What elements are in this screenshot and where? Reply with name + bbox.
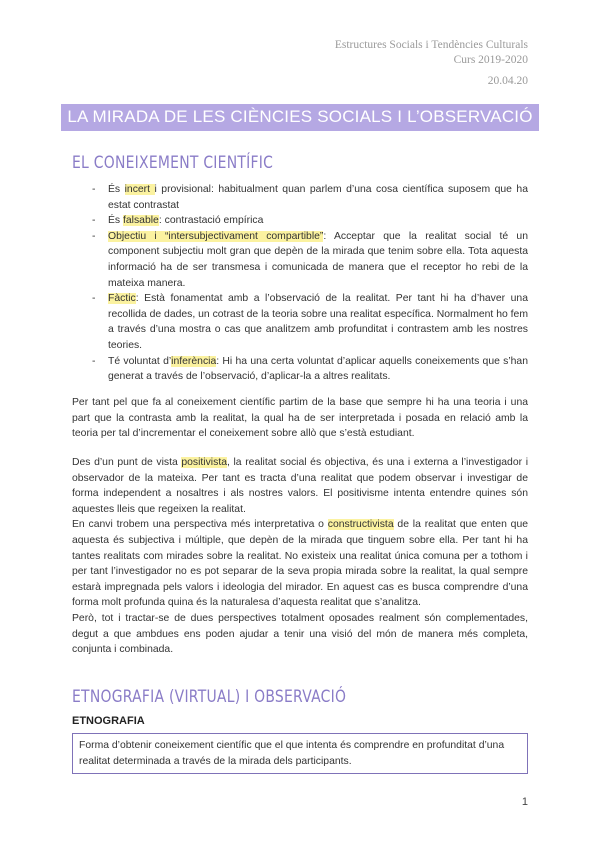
paragraph: Des d’un punt de vista positivista, la realitat social és objectiva, és una i externa a l’investigador i observador de la mateixa. Per tant es tracta d’una realitat que podem observar i investigar de forma independent a nosaltres i als nostres valors. El positivisme intenta entendre quines són aquestes lleis que regeixen la realitat. (72, 457, 528, 515)
paragraph: En canvi trobem una perspectiva més interpretativa o constructivista de la realitat que enten que aquesta és subjectiva i múltiple, que depèn de la mirada que tinguem sobre ella. Per tant hi ha tantes realitats com mirades sobre la realitat. No existeix una realitat única comuna per a tothom i per tant l’investigador no es pot separar de la seva propia mirada sobre la realitat, la qual sempre estarà impregnada pels valors i ideologia del mirador. En aquest cas es busca comprendre d’una forma molt profunda quina és la naturalesa d’aquesta realitat que s’analitza. (72, 519, 528, 609)
bullet-list-container (72, 182, 528, 385)
section-heading-coneixement: EL CONEIXEMENT CIENTÍFIC (72, 153, 274, 173)
highlight: inferència (171, 355, 217, 367)
subheading: ETNOGRAFIA (72, 715, 145, 727)
section-heading-etnografia: ETNOGRAFIA (VIRTUAL) I OBSERVACIÓ (72, 687, 347, 707)
document-date: 20.04.20 (487, 75, 528, 87)
highlight: Objectiu i “intersubjectivament compartible” (108, 230, 324, 242)
highlight: incert (124, 184, 155, 195)
list-item: - És incert i provisional: habitualment quan parlem d’una cosa científica suposem que ha estat contrastat (72, 182, 528, 213)
paragraph: Però, tot i tractar-se de dues perspectives totalment oposades realment són complementades, degut a que ambdues ens poden ajudar a tenir una visió del món de manera més completa, conjunta i combinada. (72, 612, 528, 656)
list-item: - És falsable: contrastació empírica (72, 213, 528, 229)
highlight: Fàctic (108, 293, 136, 305)
highlight: falsable (123, 215, 159, 227)
highlight: constructivista (327, 519, 394, 531)
list-item: - Objectiu i “intersubjectivament compartible”: Acceptar que la realitat social té un component subjectiu molt gran que depèn de la mirada que tenim sobre ella. Tota aquesta informació ha de ser transmesa i comunicada de manera que el receptor ho rebi de la mateixa manera. (72, 229, 528, 291)
paragraph: Per tant pel que fa al coneixement científic partim de la base que sempre hi ha una teoria i una part que la contrasta amb la realitat, la qual ha de ser interpretada i posada en relació amb la teoria per tal d’incrementar el coneixement sobre allò que s’està estudiant. (72, 397, 528, 440)
course-year: Curs 2019-2020 (453, 54, 528, 66)
bullet-list (72, 182, 528, 385)
list-item: - Fàctic: Està fonamentat amb a l’observació de la realitat. Per tant hi ha d’haver una recollida de dades, un cotrast de la teoria sobre una realitat específica. Normalment ho fem a través d’una mostra o cas que analitzem amb profunditat i contrastem amb les nostres teories. (72, 291, 528, 353)
page-number: 1 (521, 796, 528, 808)
course-name: Estructures Socials i Tendències Culturals (334, 39, 528, 51)
list-item: - Té voluntat d’inferència: Hi ha una certa voluntat d’aplicar aquells coneixements que s’han generat a través de l’observació, d’aplicar-la a altres realitats. (72, 354, 528, 385)
definition-box: Forma d’obtenir coneixement científic que el que intenta és comprendre en profunditat d’una realitat determinada a través de la mirada dels participants. (72, 733, 528, 774)
page-header (335, 38, 528, 89)
paragraph-block-1 (72, 395, 528, 442)
document-title: LA MIRADA DE LES CIÈNCIES SOCIALS I L’OBSERVACIÓ (61, 104, 538, 131)
highlight: positivista (181, 457, 227, 468)
paragraph-block-2 (72, 455, 528, 658)
